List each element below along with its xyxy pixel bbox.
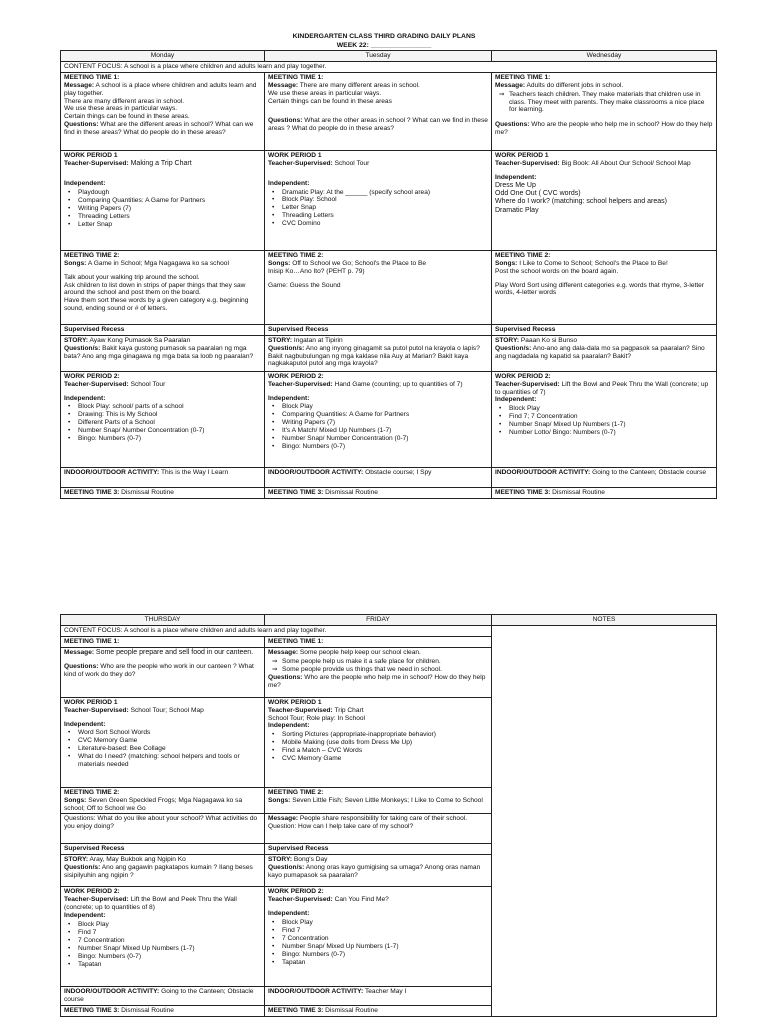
monday-meeting-time-1: MEETING TIME 1: Message: A school is a place where children and adults learn and play together. There are many different areas in school. We use these areas in particular ways. Certain things can be found in these areas. Questions: What are the different areas in school? What can we find in these areas? What do people do in these areas? — [61, 72, 265, 150]
monday-work-period-1: WORK PERIOD 1 Teacher-Supervised: Making a Trip Chart Independent: • Playdough • Comparing Quantities: A Game for Partners • Writing Papers (7) • Threading Letters • Letter Snap — [61, 150, 265, 250]
content-focus-2: CONTENT FOCUS: A school is a place where children and adults learn and play together. — [61, 625, 492, 636]
notes-header: NOTES — [492, 615, 717, 626]
page-title: KINDERGARTEN CLASS THIRD GRADING DAILY PLANS — [292, 33, 476, 40]
day-header-thursday: THURSDAY — [61, 615, 265, 626]
friday-meeting-time-3: MEETING TIME 3: Dismissal Routine — [265, 1006, 492, 1017]
wednesday-meeting-time-3: MEETING TIME 3: Dismissal Routine — [492, 487, 717, 498]
tuesday-meeting-time-3: MEETING TIME 3: Dismissal Routine — [265, 487, 492, 498]
daily-plan-table-thu-fri — [60, 614, 717, 1017]
tuesday-meeting-time-2: MEETING TIME 2: Songs: Off to School we Go; School's the Place to Be Inisip Ko…Ano Ito? (PEHT p. 79) Game: Guess the Sound — [265, 250, 492, 324]
monday-meeting-time-3: MEETING TIME 3: Dismissal Routine — [61, 487, 265, 498]
day-header-friday: FRIDAY — [265, 615, 492, 626]
friday-indoor-outdoor: INDOOR/OUTDOOR ACTIVITY: Teacher May I — [265, 987, 492, 1006]
daily-plan-table-mon-wed — [60, 50, 717, 499]
thursday-work-period-1: WORK PERIOD 1 Teacher-Supervised: School Tour; School Map Independent: • Word Sort School Words • CVC Memory Game • Literature-based: Bee Collage • What do I need? (matching: school helpers and tools or materials needed — [61, 697, 265, 787]
monday-work-period-2: WORK PERIOD 2: Teacher-Supervised: School Tour Independent: • Block Play: school/ parts of a school • Drawing: This is My School • Different Parts of a School • Number Snap/ Number Concentration (0-7) • Bingo: Numbers (0-7) — [61, 371, 265, 467]
friday-story: STORY: Bong's Day Question/s: Anong oras kayo gumigising sa umaga? Anong oras naman kayo pumapasok sa paaralan? — [265, 855, 492, 887]
wednesday-work-period-2: WORK PERIOD 2: Teacher-Supervised: Lift the Bowl and Peek Thru the Wall (concrete; up to quantities of 7) Independent: • Block Play • Find 7; 7 Concentration • Number Snap/ Mixed Up Numbers (1-7) • Number Lotto/ Bingo: Numbers (0-7) — [492, 371, 717, 467]
wednesday-indoor-outdoor: INDOOR/OUTDOOR ACTIVITY: Going to the Canteen; Obstacle course — [492, 467, 717, 487]
tuesday-recess: Supervised Recess — [265, 324, 492, 335]
wednesday-meeting-time-2: MEETING TIME 2: Songs: I Like to Come to School; School's the Place to Be! Post the school words on the board again. Play Word Sort using different categories e.g. words that rhyme, 3-letter words, 4-letter words — [492, 250, 717, 324]
wednesday-story: STORY: Paaan Ko si Bunso Question/s: Ano-ano ang dala-dala mo sa pagpasok sa paaralan? Sino ang nagdadala ng kapatid sa paaralan? Bakit? — [492, 335, 717, 371]
notes-cell — [492, 625, 717, 1016]
thursday-work-period-2: WORK PERIOD 2: Teacher-Supervised: Lift the Bowl and Peek Thru the Wall (concrete; up to quantities of 8) Independent: • Block Play • Find 7 • 7 Concentration • Number Snap/ Mixed Up Numbers (1-7) • Bingo: Numbers (0-7) • Tapatan — [61, 887, 265, 987]
wednesday-meeting-time-1: MEETING TIME 1: Message: Adults do different jobs in school. ⇒ Teachers teach children. They make materials that children use in class. They meet with parents. They make classrooms a nice place for learning. Questions: Who are the people who help me in school? How do they help me? — [492, 72, 717, 150]
tuesday-meeting-time-1: MEETING TIME 1: Message: There are many different areas in school. We use these areas in particular ways. Certain things can be found in these areas Questions: What are the other areas in school ? What can we find in these areas ? What do people do in these areas? — [265, 72, 492, 150]
thursday-mt2-questions: Questions: What do you like about your school? What activities do you enjoy doing? — [61, 814, 265, 844]
friday-meeting-time-1: Message: Some people help keep our school clean. ⇒ Some people help us make it a safe place for children. ⇒ Some people provide us things that we need in school. Questions: Who are the people who help me in school? How do they help me? — [265, 647, 492, 697]
monday-indoor-outdoor: INDOOR/OUTDOOR ACTIVITY: This is the Way I Learn — [61, 467, 265, 487]
wednesday-work-period-1: WORK PERIOD 1 Teacher-Supervised: Big Book: All About Our School/ School Map Independent: Dress Me Up Odd One Out ( CVC words) Where do I work? (matching: school helpers and areas) Dramatic Play — [492, 150, 717, 250]
tuesday-indoor-outdoor: INDOOR/OUTDOOR ACTIVITY: Obstacle course; I Spy — [265, 467, 492, 487]
content-focus: CONTENT FOCUS: A school is a place where children and adults learn and play together. — [61, 61, 717, 72]
day-header-tuesday: Tuesday — [265, 51, 492, 62]
thursday-meeting-time-1: Message: Some people prepare and sell food in our canteen. Questions: Who are the people who work in our canteen ? What kind of work do they do? — [61, 647, 265, 697]
wednesday-recess: Supervised Recess — [492, 324, 717, 335]
thursday-recess: Supervised Recess — [61, 844, 265, 855]
day-header-wednesday: Wednesday — [492, 51, 717, 62]
friday-work-period-1: WORK PERIOD 1 Teacher-Supervised: Trip Chart School Tour; Role play: In School Independent: • Sorting Pictures (appropriate-inappropriate behavior) • Mobile Making (use dolls from Dress Me Up) • Find a Match – CVC Words • CVC Memory Game — [265, 697, 492, 787]
friday-mt1-label: MEETING TIME 1: — [265, 636, 492, 647]
thursday-mt1-label: MEETING TIME 1: — [61, 636, 265, 647]
monday-meeting-time-2: MEETING TIME 2: Songs: A Game in School; Mga Nagagawa ko sa school Talk about your walking trip around the school. Ask children to list down in strips of paper things that they saw around the school and post them on the board. Have them sort these words by a given category e.g. beginning sound, ending sound or # of letters. — [61, 250, 265, 324]
monday-recess: Supervised Recess — [61, 324, 265, 335]
friday-meeting-time-2: MEETING TIME 2: Songs: Seven Little Fish; Seven Little Monkeys; I Like to Come to School — [265, 787, 492, 814]
day-header-monday: Monday — [61, 51, 265, 62]
friday-recess: Supervised Recess — [265, 844, 492, 855]
monday-story: STORY: Ayaw Kong Pumasok Sa Paaralan Question/s: Bakit kaya gustong pumasok sa paaralan ng mga bata? Ano ang mga ginagawa ng mga bata sa loob ng paaralan? — [61, 335, 265, 371]
thursday-meeting-time-2: MEETING TIME 2: Songs: Seven Green Speckled Frogs; Mga Nagagawa ko sa school; Off to School we Go — [61, 787, 265, 814]
thursday-story: STORY: Aray, May Bukbok ang Ngipin Ko Question/s: Ano ang gagawin pagkatapos kumain ? Ilang beses sisipilyuhin ang ngipin ? — [61, 855, 265, 887]
thursday-indoor-outdoor: INDOOR/OUTDOOR ACTIVITY: Going to the Canteen; Obstacle course — [61, 987, 265, 1006]
week-label: WEEK 22: ________________ — [336, 42, 432, 49]
tuesday-work-period-1: WORK PERIOD 1 Teacher-Supervised: School Tour Independent: • Dramatic Play: At the ______ (specify school area) • Block Play: School • Letter Snap • Threading Letters • CVC Domino — [265, 150, 492, 250]
friday-work-period-2: WORK PERIOD 2: Teacher-Supervised: Can You Find Me? Independent: • Block Play • Find 7 • 7 Concentration • Number Snap/ Mixed Up Numbers (1-7) • Bingo: Numbers (0-7) • Tapatan — [265, 887, 492, 987]
friday-mt2-message: Message: People share responsibility for taking care of their school. Question: How can I help take care of my school? — [265, 814, 492, 844]
thursday-meeting-time-3: MEETING TIME 3: Dismissal Routine — [61, 1006, 265, 1017]
tuesday-work-period-2: WORK PERIOD 2: Teacher-Supervised: Hand Game (counting; up to quantities of 7) Independent: • Block Play • Comparing Quantities: A Game for Partners • Writing Papers (7) • It's A Match/ Mixed Up Numbers (1-7) • Number Snap/ Number Concentration (0-7) • Bingo: Numbers (0-7) — [265, 371, 492, 467]
tuesday-story: STORY: Ingatan at Tipirin Question/s: Ano ang inyong ginagamit sa putol putol na krayola o lapis? Bakit nagbubulungan ng mga kaklase nila Auy at Marian? Bakit kaya nagkakaputol putol ang mga krayola? — [265, 335, 492, 371]
